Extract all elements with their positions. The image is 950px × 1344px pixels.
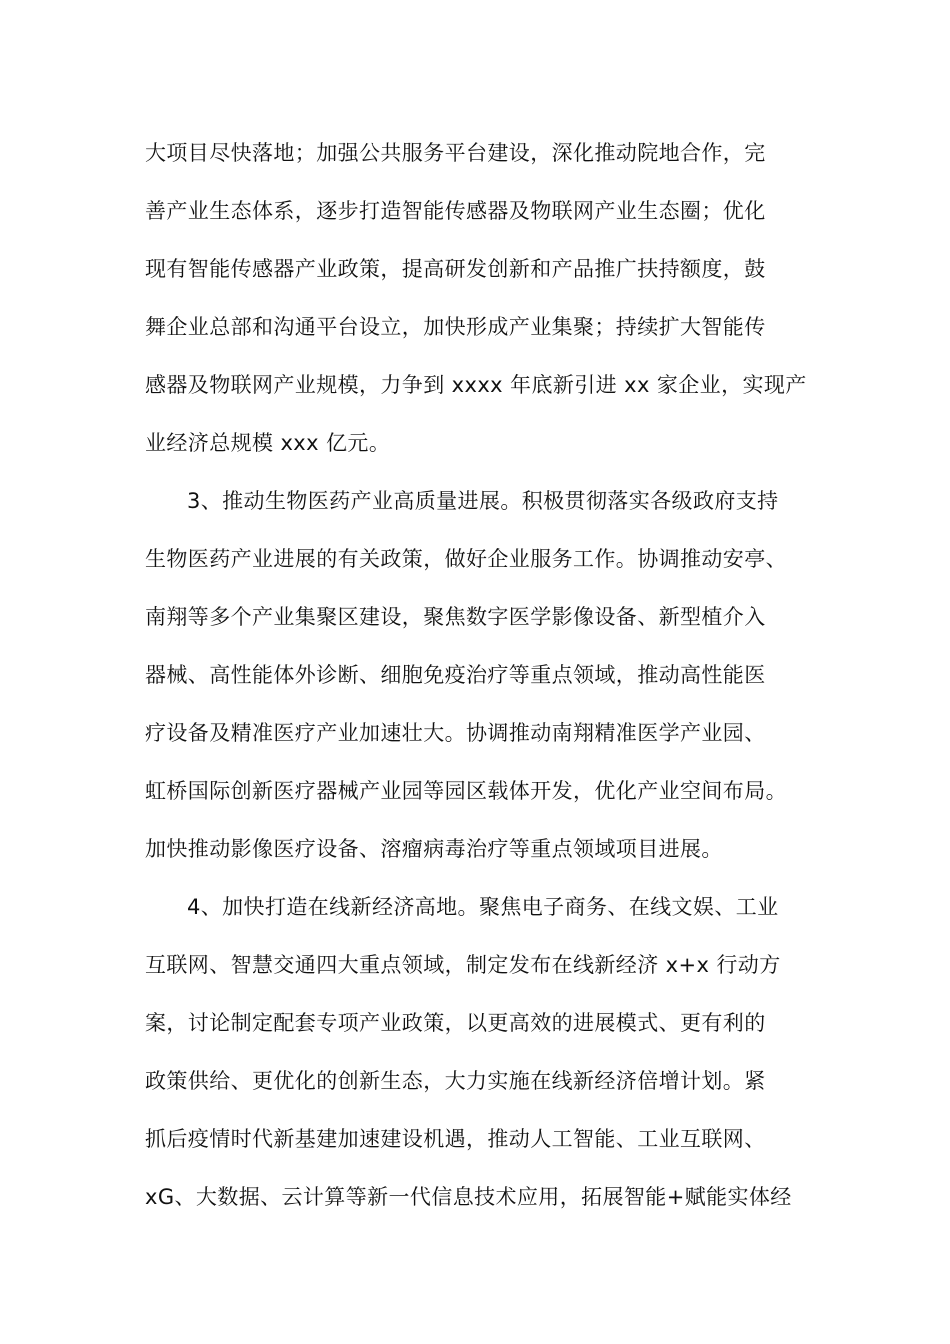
text-line: 生物医药产业进展的有关政策，做好企业服务工作。协调推动安亭、: [145, 547, 787, 571]
text-line: 舞企业总部和沟通平台设立，加快形成产业集聚；持续扩大智能传: [145, 315, 766, 339]
text-line: 善产业生态体系，逐步打造智能传感器及物联网产业生态圈；优化: [145, 199, 766, 223]
text-line: 互联网、智慧交通四大重点领域，制定发布在线新经济 x+x 行动方: [145, 953, 781, 977]
text-line: 案，讨论制定配套专项产业政策，以更高效的进展模式、更有利的: [145, 1011, 766, 1035]
paragraph-3-heading: 3、推动生物医药产业高质量进展。积极贯彻落实各级政府支持: [187, 489, 779, 513]
text-line: xG、大数据、云计算等新一代信息技术应用，拓展智能+赋能实体经: [145, 1185, 792, 1209]
text-line: 现有智能传感器产业政策，提高研发创新和产品推广扶持额度，鼓: [145, 257, 766, 281]
text-line: 疗设备及精准医疗产业加速壮大。协调推动南翔精准医学产业园、: [145, 721, 766, 745]
text-line: 器械、高性能体外诊断、细胞免疫治疗等重点领域，推动高性能医: [145, 663, 766, 687]
text-line: 虹桥国际创新医疗器械产业园等园区载体开发，优化产业空间布局。: [145, 779, 787, 803]
text-line: 业经济总规模 xxx 亿元。: [145, 431, 391, 455]
text-line: 大项目尽快落地；加强公共服务平台建设，深化推动院地合作，完: [145, 141, 766, 165]
text-line: 抓后疫情时代新基建加速建设机遇，推动人工智能、工业互联网、: [145, 1127, 766, 1151]
paragraph-4-heading: 4、加快打造在线新经济高地。聚焦电子商务、在线文娱、工业: [187, 895, 779, 919]
text-line: 政策供给、更优化的创新生态，大力实施在线新经济倍增计划。紧: [145, 1069, 766, 1093]
text-line: 南翔等多个产业集聚区建设，聚焦数字医学影像设备、新型植介入: [145, 605, 766, 629]
text-line: 感器及物联网产业规模，力争到 xxxx 年底新引进 xx 家企业，实现产: [145, 373, 807, 397]
text-line: 加快推动影像医疗设备、溶瘤病毒治疗等重点领域项目进展。: [145, 837, 723, 861]
